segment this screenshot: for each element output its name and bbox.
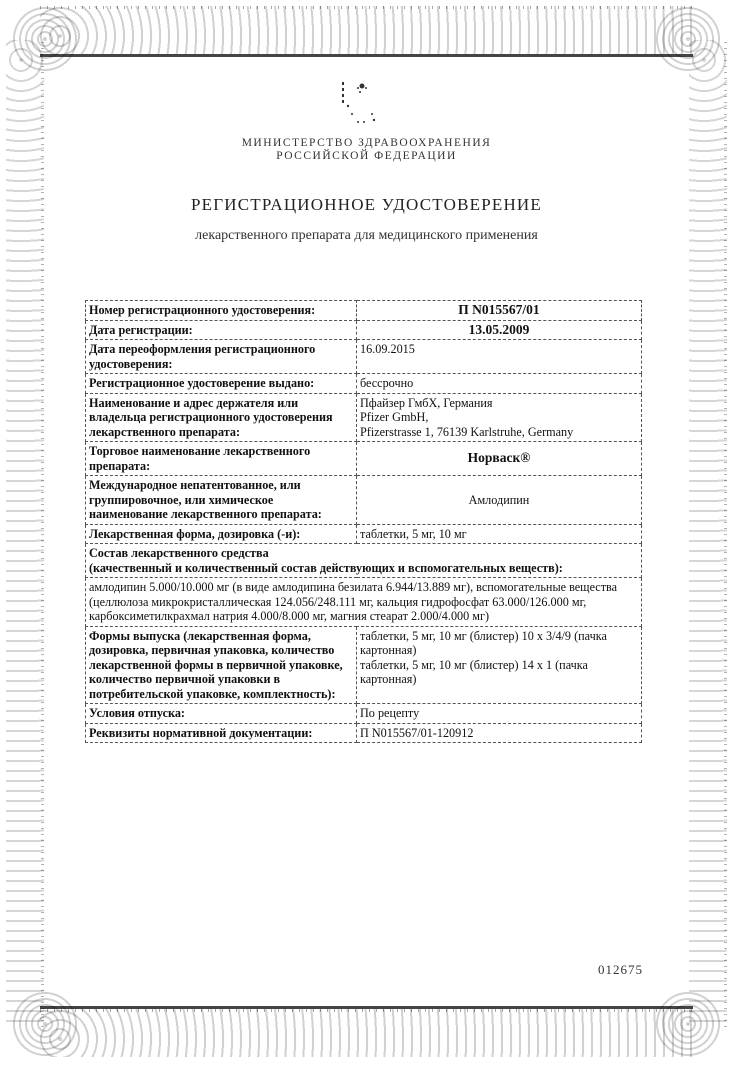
release-form-2: таблетки, 5 мг, 10 мг (блистер) 14 x 1 (пачка картонная) [360, 657, 588, 686]
ornamental-border-right [689, 40, 727, 1027]
row-release-forms [86, 626, 642, 704]
value-release-forms [357, 626, 642, 704]
row-composition-header [86, 544, 642, 578]
value-dosage-form: таблетки, 5 мг, 10 мг [357, 524, 642, 544]
row-reissue-date [86, 340, 642, 374]
row-reg-date [86, 320, 642, 340]
ornamental-border-bottom [40, 1006, 693, 1057]
label-normative-doc: Реквизиты нормативной документации: [86, 723, 357, 743]
row-reg-number [86, 301, 642, 321]
value-reissue-date: 16.09.2015 [357, 340, 642, 374]
corner-rosette-icon [10, 4, 80, 74]
label-inn: Международное непатентованное, или группировочное, или химическое наименование лекарственного препарата: [86, 476, 357, 525]
serial-number: 012675 [598, 962, 643, 977]
row-dosage-form [86, 524, 642, 544]
row-dispensing [86, 704, 642, 724]
label-reissue-date: Дата переоформления регистрационного удостоверения: [86, 340, 357, 374]
registration-table [85, 300, 642, 743]
release-form-1: таблетки, 5 мг, 10 мг (блистер) 10 x 3/4/9 (пачка картонная) [360, 628, 607, 657]
row-trade-name [86, 442, 642, 476]
row-holder [86, 393, 642, 442]
label-composition [86, 544, 642, 578]
label-reg-date: Дата регистрации: [86, 320, 357, 340]
holder-name-en: Pfizer GmbH, [360, 410, 429, 424]
value-composition: амлодипин 5.000/10.000 мг (в виде амлодипина безилата 6.944/13.889 мг), вспомогательные вещества (целлюлоза микрокристаллическая 124.056/248.111 мг, кальция гидрофосфат 63.000/126.000 мг, карбоксиметилкрахмал натрия 4.000/8.000 мг, магния стеарат 2.000/4.000 мг) [86, 578, 642, 627]
label-reg-number: Номер регистрационного удостоверения: [86, 301, 357, 321]
ministry-name [0, 137, 733, 163]
coat-of-arms-icon [338, 78, 384, 130]
ministry-line-1: МИНИСТЕРСТВО ЗДРАВООХРАНЕНИЯ [241, 137, 492, 149]
value-reg-date: 13.05.2009 [357, 320, 642, 340]
ministry-line-2: РОССИЙСКОЙ ФЕДЕРАЦИИ [276, 150, 457, 162]
value-holder [357, 393, 642, 442]
holder-name-ru: Пфайзер ГмбХ, Германия [360, 395, 493, 410]
value-dispensing: По рецепту [357, 704, 642, 724]
row-composition-value [86, 578, 642, 627]
label-dosage-form: Лекарственная форма, дозировка (-и): [86, 524, 357, 544]
row-normative-doc [86, 723, 642, 743]
label-issued-for: Регистрационное удостоверение выдано: [86, 374, 357, 394]
holder-address: Pfizerstrasse 1, 76139 Karlstruhe, Germany [360, 424, 574, 439]
value-reg-number: П N015567/01 [357, 301, 642, 321]
value-trade-name: Норваск® [357, 442, 642, 476]
value-inn: Амлодипин [357, 476, 642, 525]
corner-rosette-icon [653, 4, 723, 74]
row-inn [86, 476, 642, 525]
corner-rosette-icon [653, 989, 723, 1059]
document-subtitle: лекарственного препарата для медицинского применения [195, 228, 538, 243]
value-issued-for: бессрочно [357, 374, 642, 394]
label-holder: Наименование и адрес держателя или владельца регистрационного удостоверения лекарственного препарата: [86, 393, 357, 442]
composition-label-line-2: (качественный и количественный состав действующих и вспомогательных веществ): [89, 560, 563, 575]
value-normative-doc: П N015567/01-120912 [357, 723, 642, 743]
row-issued-for [86, 374, 642, 394]
label-dispensing: Условия отпуска: [86, 704, 357, 724]
corner-rosette-icon [10, 989, 80, 1059]
label-trade-name: Торговое наименование лекарственного препарата: [86, 442, 357, 476]
document-title: РЕГИСТРАЦИОННОЕ УДОСТОВЕРЕНИЕ [191, 195, 542, 214]
ornamental-border-top [40, 6, 693, 57]
composition-label-line-1: Состав лекарственного средства [89, 546, 269, 560]
ornamental-border-left [6, 40, 44, 1027]
label-release-forms: Формы выпуска (лекарственная форма, дозировка, первичная упаковка, количество лекарственной формы в первичной упаковке, количество первичной упаковки в потребительской упаковке, комплектность): [86, 626, 357, 704]
